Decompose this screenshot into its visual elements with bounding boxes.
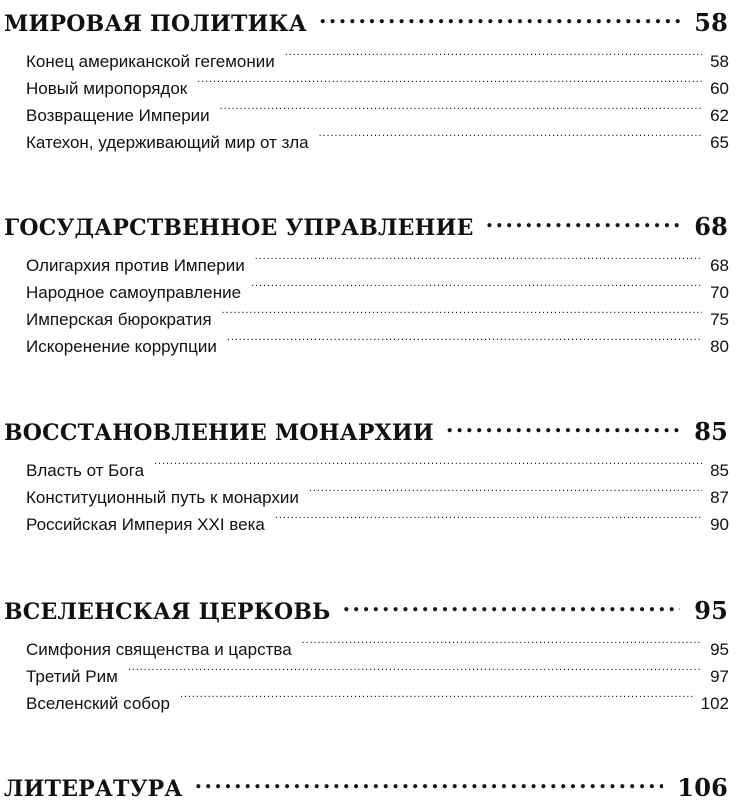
toc-entry xyxy=(26,40,729,71)
dot-leader xyxy=(197,67,702,94)
dot-leader xyxy=(285,40,702,67)
dot-leader xyxy=(302,628,702,655)
chapter-page-number: 85 xyxy=(694,417,728,446)
chapter-page-number: 68 xyxy=(694,212,728,241)
dot-leader xyxy=(446,410,680,440)
dot-leader xyxy=(319,121,703,148)
dot-leader xyxy=(251,271,702,298)
entry-page-number: 95 xyxy=(710,640,729,659)
entry-title: Искоренение коррупции xyxy=(26,337,217,356)
dot-leader xyxy=(128,655,702,682)
entry-page-number: 68 xyxy=(710,256,729,275)
entry-title: Конституционный путь к монархии xyxy=(26,488,299,507)
entry-list xyxy=(0,628,736,713)
dot-leader xyxy=(227,325,702,352)
toc-entry xyxy=(26,244,729,275)
entry-page-number: 87 xyxy=(710,488,729,507)
dot-leader xyxy=(222,298,703,325)
toc-entry xyxy=(26,655,729,686)
entry-list xyxy=(0,244,736,356)
entry-title: Катехон, удерживающий мир от зла xyxy=(26,133,309,152)
dot-leader xyxy=(255,244,702,271)
entry-page-number: 62 xyxy=(710,106,729,125)
chapter-page-number: 58 xyxy=(694,8,728,37)
chapter-title: МИРОВАЯ ПОЛИТИКА xyxy=(4,11,307,37)
entry-title: Олигархия против Империи xyxy=(26,256,245,275)
entry-page-number: 102 xyxy=(700,694,729,713)
entry-page-number: 75 xyxy=(710,310,729,329)
entry-page-number: 70 xyxy=(710,283,729,302)
entry-title: Российская Империя XXI века xyxy=(26,515,265,534)
toc-section xyxy=(0,205,736,356)
dot-leader xyxy=(275,503,702,530)
chapter-page-number: 95 xyxy=(694,596,728,625)
dot-leader xyxy=(180,682,693,709)
chapter-heading xyxy=(4,1,728,37)
toc-entry xyxy=(26,682,729,713)
chapter-heading xyxy=(4,205,728,241)
entry-title: Третий Рим xyxy=(26,667,118,686)
entry-title: Новый миропорядок xyxy=(26,79,188,98)
toc-section xyxy=(0,589,736,713)
entry-page-number: 60 xyxy=(710,79,729,98)
toc-entry xyxy=(26,449,729,480)
entry-title: Власть от Бога xyxy=(26,461,145,480)
chapter-heading xyxy=(4,410,728,446)
entry-list xyxy=(0,40,736,152)
entry-title: Народное самоуправление xyxy=(26,283,242,302)
entry-list xyxy=(0,449,736,534)
entry-title: Вселенский собор xyxy=(26,694,170,713)
entry-title: Возвращение Империи xyxy=(26,106,210,125)
entry-page-number: 58 xyxy=(710,52,729,71)
entry-title: Конец американской гегемонии xyxy=(26,52,275,71)
dot-leader xyxy=(220,94,702,121)
toc-entry xyxy=(26,628,729,659)
dot-leader xyxy=(154,449,702,476)
chapter-title: ВОССТАНОВЛЕНИЕ МОНАРХИИ xyxy=(4,420,434,446)
toc-section xyxy=(0,1,736,152)
chapter-title: ВСЕЛЕНСКАЯ ЦЕРКОВЬ xyxy=(4,599,331,625)
dot-leader xyxy=(486,205,681,235)
entry-title: Имперская бюрократия xyxy=(26,310,212,329)
entry-title: Симфония священства и царства xyxy=(26,640,292,659)
chapter-heading xyxy=(4,589,728,625)
toc-section xyxy=(0,410,736,534)
entry-page-number: 97 xyxy=(710,667,729,686)
chapter-title: ЛИТЕРАТУРА xyxy=(4,776,183,802)
entry-page-number: 90 xyxy=(710,515,729,534)
chapter-page-number: 106 xyxy=(677,773,728,802)
entry-page-number: 65 xyxy=(710,133,729,152)
dot-leader xyxy=(309,476,702,503)
entry-page-number: 80 xyxy=(710,337,729,356)
entry-page-number: 85 xyxy=(710,461,729,480)
chapter-title: ГОСУДАРСТВЕННОЕ УПРАВЛЕНИЕ xyxy=(4,215,474,241)
dot-leader xyxy=(342,589,680,619)
dot-leader xyxy=(319,1,680,31)
